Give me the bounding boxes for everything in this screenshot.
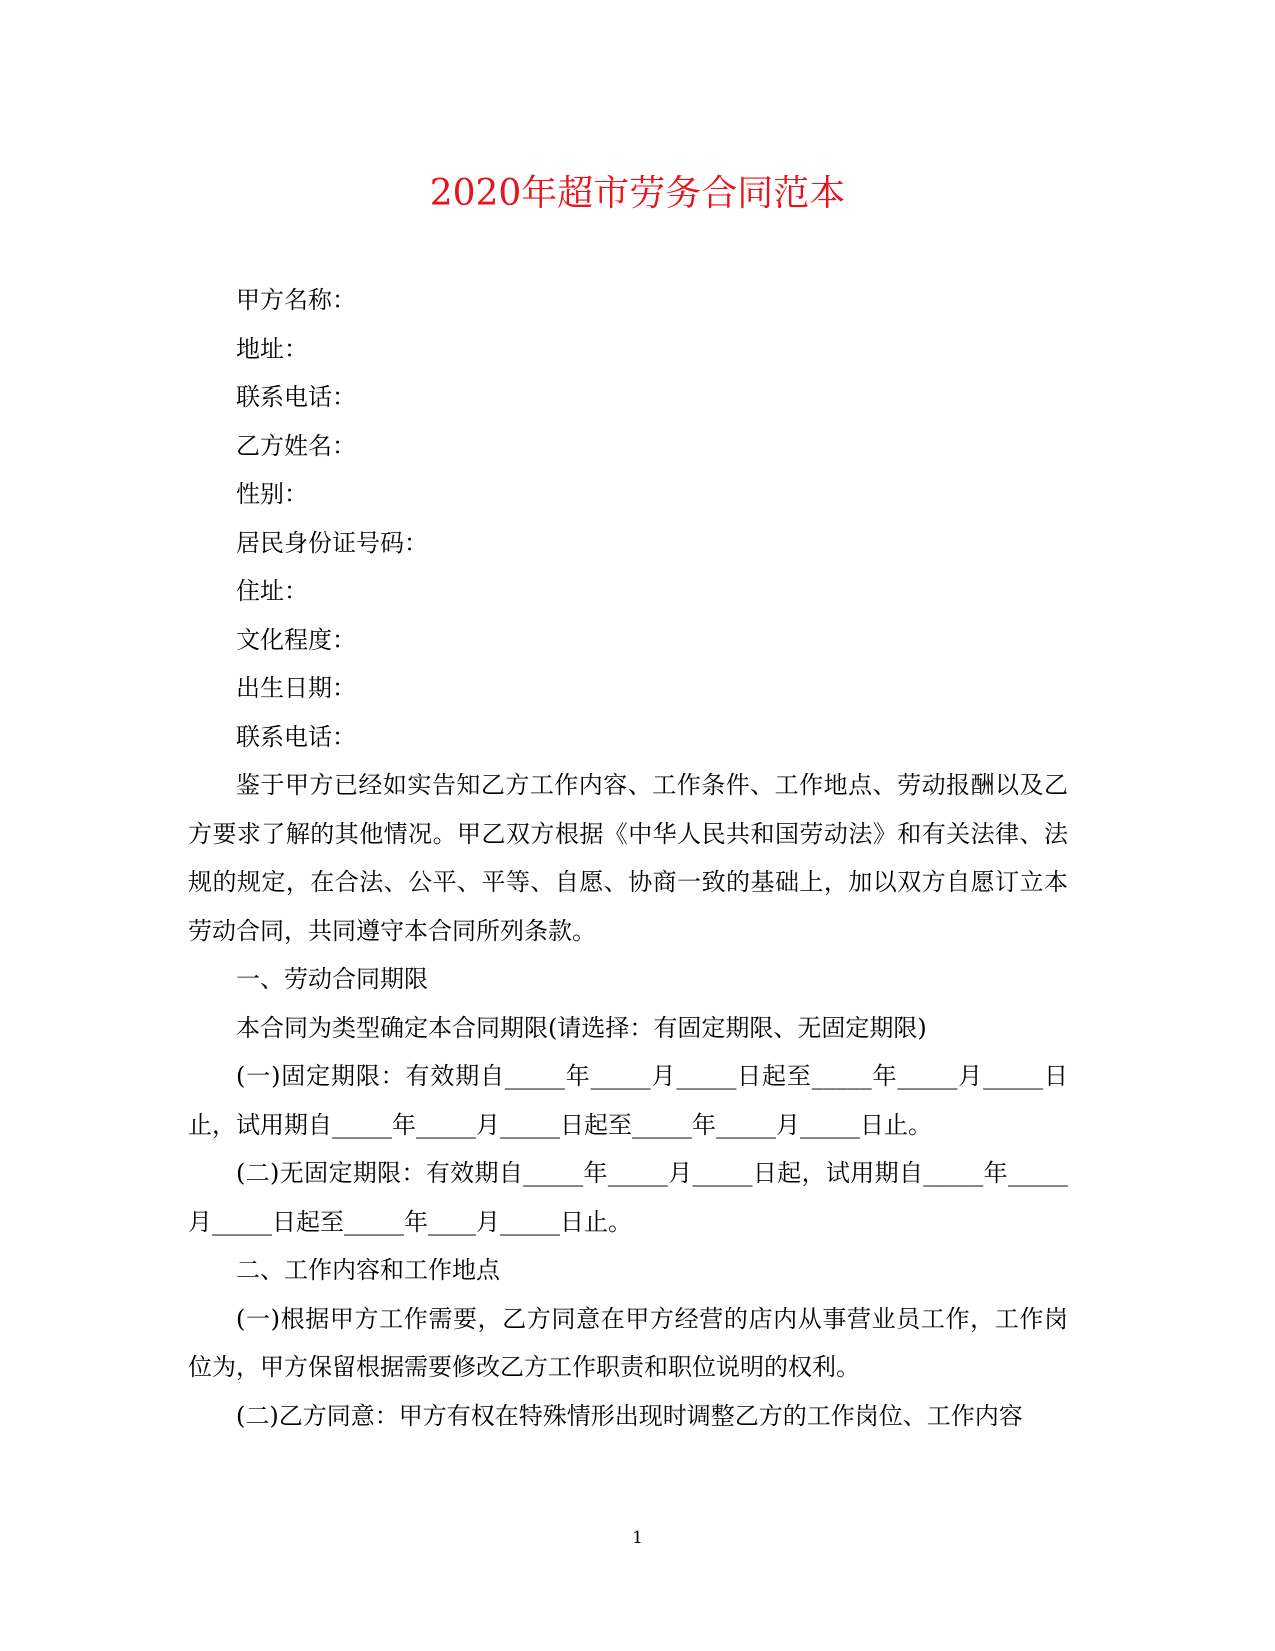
- field-address: 地址：: [236, 334, 308, 363]
- document-title: 2020年超市劳务合同范本: [429, 173, 846, 214]
- field-phone-a: 联系电话：: [236, 383, 356, 411]
- term-type-paragraph: 本合同为类型确定本合同期限(请选择：有固定期限、无固定期限): [236, 1013, 927, 1042]
- fixed-term-paragraph: (一)固定期限：有效期自_____年_____月_____日起至_____年_____月_____日止，试用期自_____年_____月_____日起至_____年_____月_____日止。: [188, 1062, 1068, 1139]
- document-body: [188, 276, 1068, 1440]
- field-id-number: 居民身份证号码：: [236, 528, 428, 557]
- field-party-a-name: 甲方名称：: [236, 286, 356, 314]
- field-residence: 住址：: [236, 577, 308, 605]
- section-heading-work: 二、工作内容和工作地点: [236, 1256, 500, 1284]
- section-heading-term: 一、劳动合同期限: [236, 965, 428, 993]
- field-birth-date: 出生日期：: [236, 674, 356, 702]
- open-term-paragraph: (二)无固定期限：有效期自_____年_____月_____日起，试用期自_____年_____月_____日起至_____年____月_____日止。: [188, 1159, 1068, 1236]
- field-education: 文化程度：: [236, 625, 356, 654]
- field-party-b-name: 乙方姓名：: [236, 431, 356, 460]
- field-phone-b: 联系电话：: [236, 722, 356, 751]
- field-gender: 性别：: [236, 480, 308, 508]
- work-adjustment-paragraph: (二)乙方同意：甲方有权在特殊情形出现时调整乙方的工作岗位、工作内容: [236, 1401, 1023, 1430]
- page-number: 1: [632, 1528, 643, 1548]
- preamble-paragraph: 鉴于甲方已经如实告知乙方工作内容、工作条件、工作地点、劳动报酬以及乙方要求了解的其他情况。甲乙双方根据《中华人民共和国劳动法》和有关法律、法规的规定，在合法、公平、平等、自愿、协商一致的基础上，加以双方自愿订立本劳动合同，共同遵守本合同所列条款。: [188, 771, 1068, 945]
- work-content-paragraph: (一)根据甲方工作需要，乙方同意在甲方经营的店内从事营业员工作，工作岗位为，甲方保留根据需要修改乙方工作职责和职位说明的权利。: [188, 1304, 1068, 1381]
